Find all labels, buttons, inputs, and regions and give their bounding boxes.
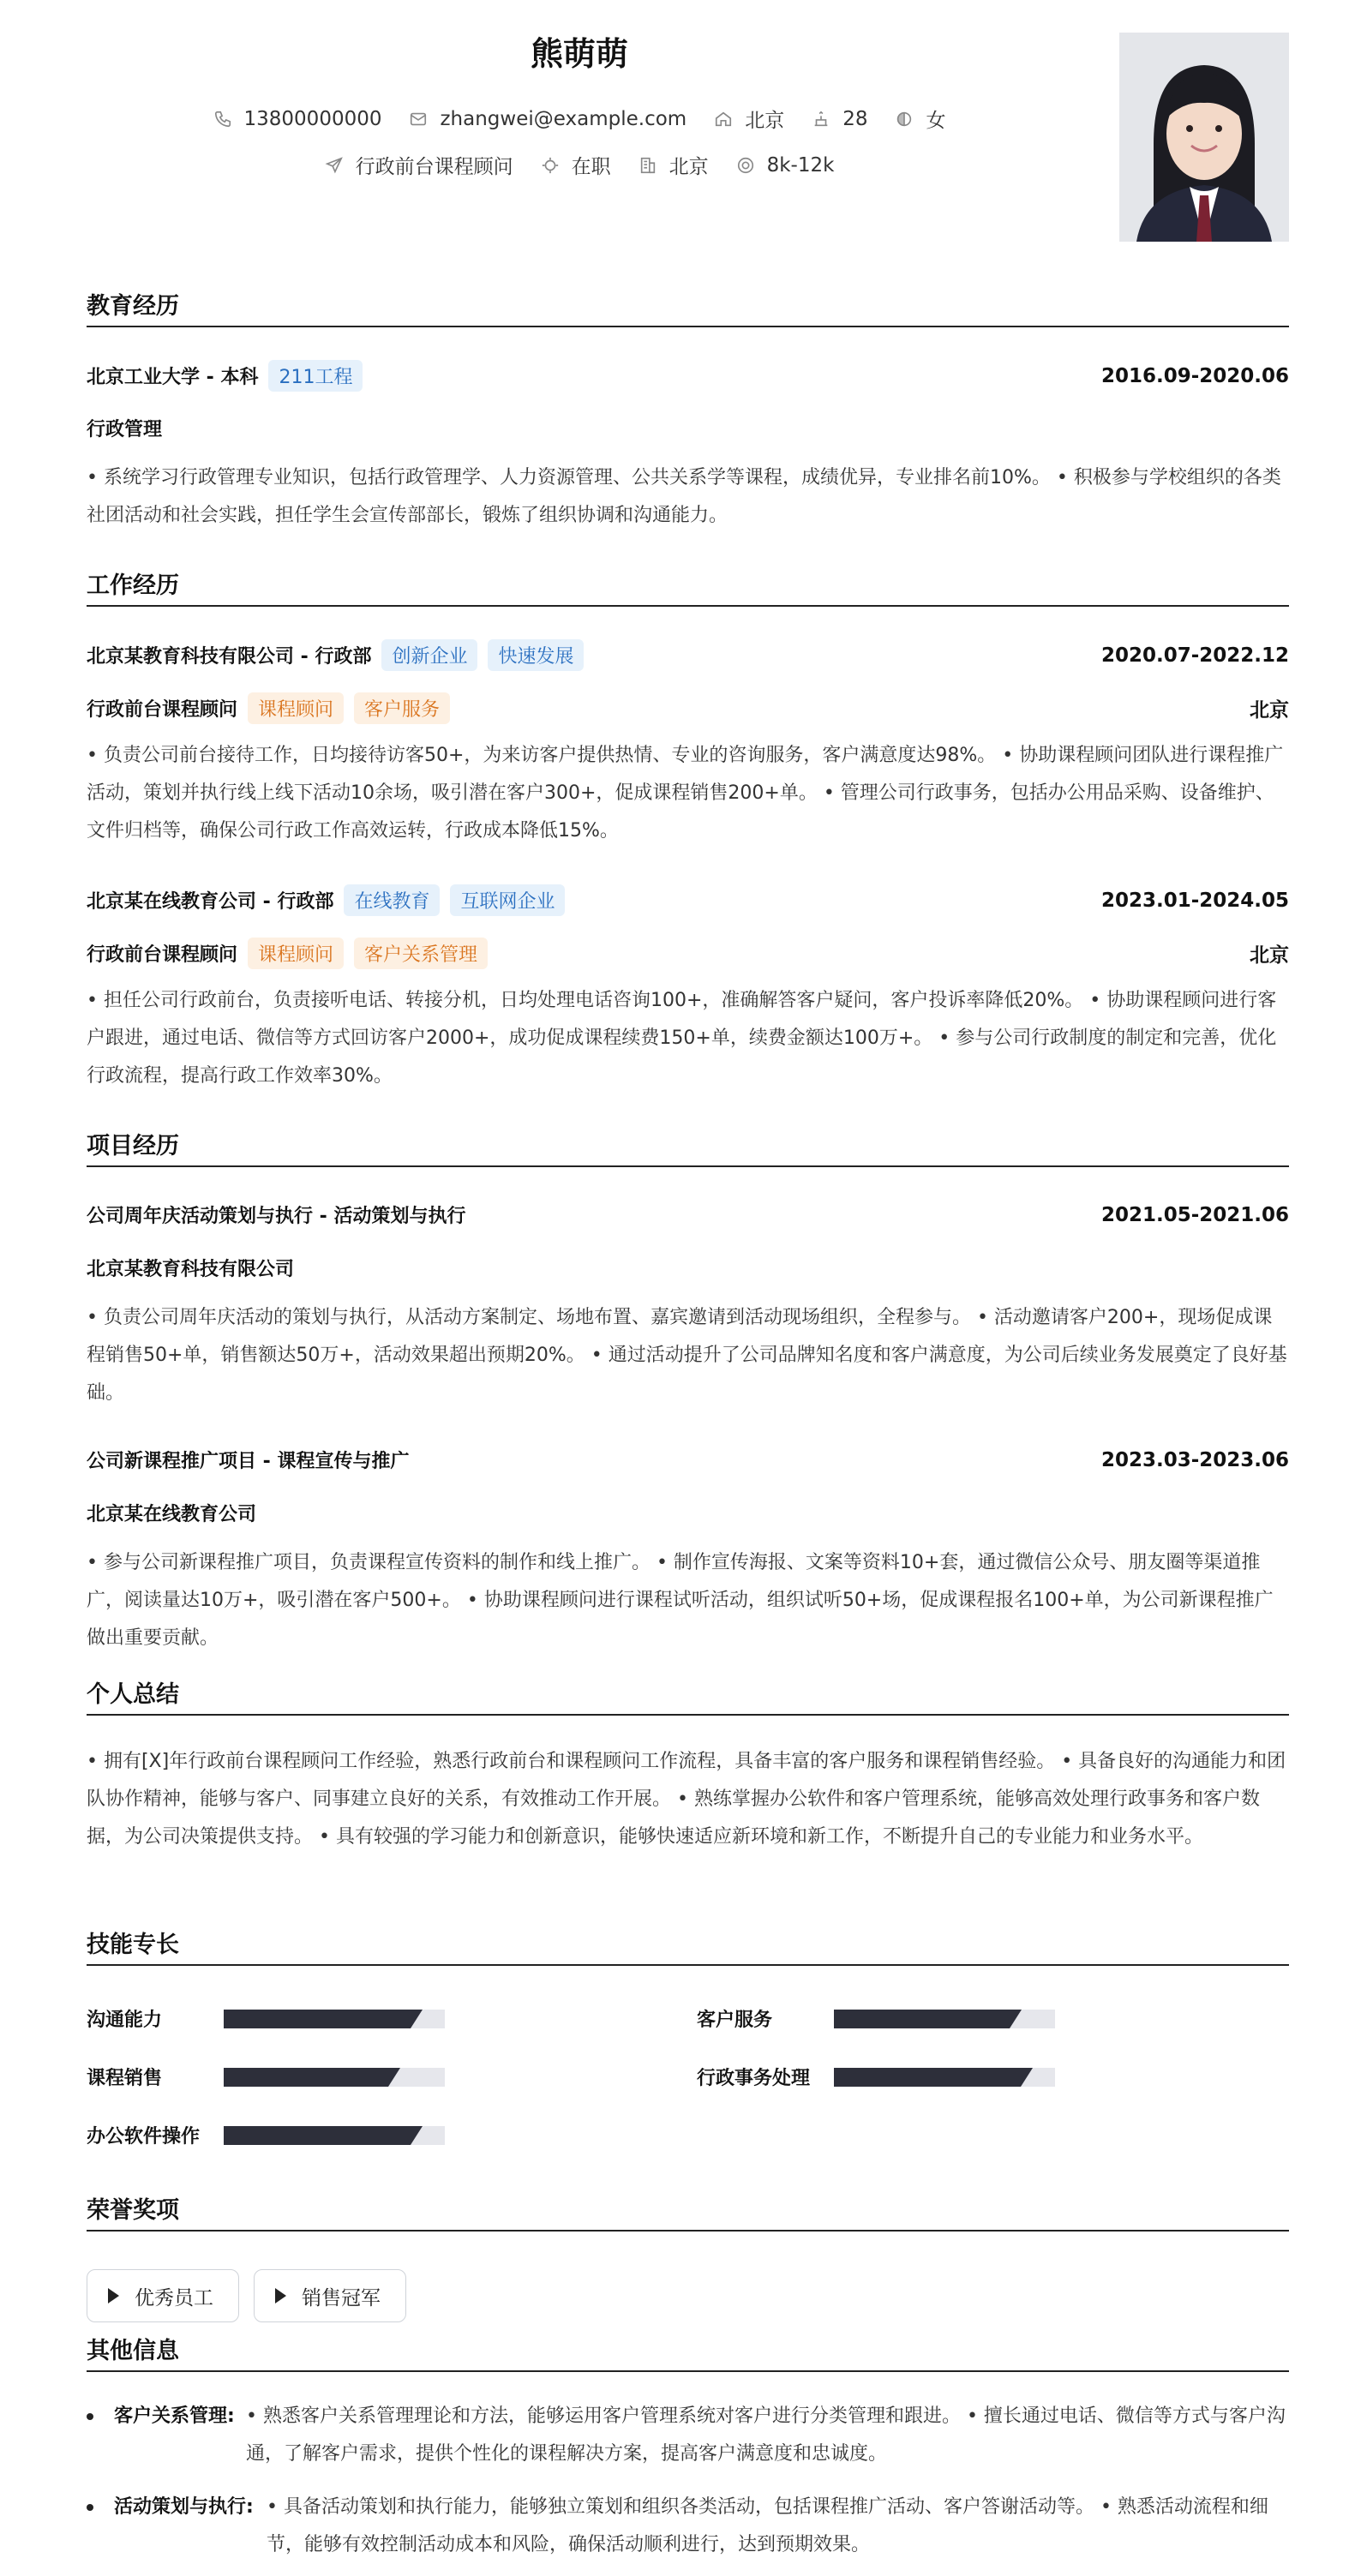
play-icon — [275, 2288, 286, 2303]
company-tag: 在线教育 — [344, 884, 440, 916]
skill-level-bar — [224, 2126, 445, 2145]
email-text: zhangwei@example.com — [440, 107, 687, 130]
award-label: 优秀员工 — [135, 2286, 213, 2309]
project-date: 2021.05-2021.06 — [1100, 1203, 1289, 1226]
skill-item — [87, 2122, 445, 2148]
city-item — [639, 151, 709, 179]
skill-item — [87, 2064, 445, 2090]
send-icon — [325, 156, 344, 175]
award-badge — [254, 2269, 406, 2322]
awards-title: 荣誉奖项 — [87, 2194, 1289, 2232]
company-tag: 互联网企业 — [450, 884, 565, 916]
summary-title: 个人总结 — [87, 1678, 1289, 1716]
contact-row — [87, 105, 1072, 133]
skills-section — [87, 1928, 1289, 1966]
skill-level-bar — [834, 2010, 1055, 2028]
city-text: 北京 — [669, 156, 709, 178]
age-icon — [812, 110, 830, 129]
other-text: • 具备活动策划和执行能力，能够独立策划和组织各类活动，包括课程推广活动、客户答谢活动等。 • 熟悉活动流程和细节，能够有效控制活动成本和风险，确保活动顺利进行，达到预期效果。 — [267, 2496, 1268, 2555]
award-badge — [87, 2269, 239, 2322]
role-tag: 课程顾问 — [248, 692, 344, 724]
project-name: 公司新课程推广项目 - 课程宣传与推广 — [87, 1451, 410, 1472]
bullet-dot — [87, 2413, 93, 2420]
gender-item — [895, 105, 945, 133]
work-role-row — [87, 692, 1289, 724]
skill-item — [697, 2064, 1055, 2090]
status-text: 在职 — [571, 156, 611, 178]
projects-section — [87, 1129, 1289, 1167]
summary-text: • 拥有[X]年行政前台课程顾问工作经验，熟悉行政前台和课程顾问工作流程，具备丰富的客户服务和课程销售经验。 • 具备良好的沟通能力和团队协作精神，能够与客户、同事建立良好的关系，有效推动工作开展。 • 熟练掌握办公软件和客户管理系统，能够高效处理行政事务和客户数据，为公司决策提供支持。 • 具有较强的学习能力和创新意识，能够快速适应新环境和新工作，不断提升自己的专业能力和业务水平。 — [87, 1751, 1286, 1848]
skill-item — [697, 2005, 1055, 2032]
education-date: 2016.09-2020.06 — [1100, 364, 1289, 387]
education-desc: • 系统学习行政管理专业知识，包括行政管理学、人力资源管理、公共关系学等课程，成绩优异，专业排名前10%。 • 积极参与学校组织的各类社团活动和社会实践，担任学生会宣传部部长，锻炼了组织协调和沟通能力。 — [87, 467, 1281, 526]
school-name: 北京工业大学 - 本科 — [87, 367, 259, 388]
salary-text: 8k-12k — [766, 153, 835, 177]
major-row — [87, 415, 1289, 441]
home-icon — [714, 110, 733, 129]
other-section — [87, 2334, 1289, 2372]
project-date: 2023.03-2023.06 — [1100, 1448, 1289, 1471]
other-item — [87, 2398, 1289, 2475]
position-item — [325, 151, 513, 179]
project-company: 北京某在线教育公司 — [87, 1504, 257, 1525]
project-header — [87, 1447, 1289, 1473]
project-company-row — [87, 1255, 1289, 1281]
project-company: 北京某教育科技有限公司 — [87, 1259, 295, 1280]
company-tag: 快速发展 — [488, 639, 584, 671]
project-company-row — [87, 1500, 1289, 1526]
mail-icon — [409, 110, 428, 129]
salary-item — [736, 154, 835, 177]
skill-level-fill — [834, 2068, 1021, 2087]
phone-icon — [213, 110, 232, 129]
other-text: • 熟悉客户关系管理理论和方法，能够运用客户管理系统对客户进行分类管理和跟进。 • 擅长通过电话、微信等方式与客户沟通，了解客户需求，提供个性化的课程解决方案，提高客户满意度和忠诚度。 — [246, 2405, 1286, 2465]
other-label: 客户关系管理: — [114, 2405, 235, 2427]
skill-level-bar — [224, 2068, 445, 2087]
gender-text: 女 — [926, 110, 946, 132]
skill-label: 行政事务处理 — [697, 2068, 811, 2089]
phone-item — [213, 108, 382, 130]
work-date: 2023.01-2024.05 — [1100, 889, 1289, 912]
skill-label: 沟通能力 — [87, 2010, 163, 2031]
award-label: 销售冠军 — [302, 2286, 381, 2309]
skill-label: 客户服务 — [697, 2010, 773, 2031]
play-icon — [108, 2288, 119, 2303]
skill-level-bar — [834, 2068, 1055, 2087]
project-desc: • 负责公司周年庆活动的策划与执行，从活动方案制定、场地布置、嘉宾邀请到活动现场组织，全程参与。 • 活动邀请客户200+，现场促成课程销售50+单，销售额达50万+，活动效果超出预期20%。 • 通过活动提升了公司品牌知名度和客户满意度，为公司后续业务发展奠定了良好基础。 — [87, 1307, 1287, 1404]
skill-item — [87, 2005, 445, 2032]
skill-level-fill — [224, 2068, 388, 2087]
skill-label: 课程销售 — [87, 2068, 163, 2089]
email-item — [409, 108, 686, 130]
summary-section — [87, 1678, 1289, 1716]
other-item — [87, 2489, 1289, 2566]
avatar — [1119, 33, 1289, 242]
building-icon — [639, 156, 657, 175]
hometown-item — [714, 105, 784, 133]
age-text: 28 — [842, 107, 868, 130]
skill-level-bar — [224, 2010, 445, 2028]
skill-level-fill — [834, 2010, 1010, 2028]
age-item — [812, 108, 867, 130]
skill-label: 办公软件操作 — [87, 2126, 201, 2148]
company-tag: 创新企业 — [381, 639, 477, 671]
role-tag: 课程顾问 — [248, 938, 344, 969]
work-city: 北京 — [1250, 944, 1289, 967]
skill-level-fill — [224, 2010, 411, 2028]
job-intent-row — [87, 151, 1072, 179]
candidate-name: 熊萌萌 — [530, 35, 628, 73]
other-label: 活动策划与执行: — [114, 2496, 254, 2518]
project-desc: • 参与公司新课程推广项目，负责课程宣传资料的制作和线上推广。 • 制作宣传海报、文案等资料10+套，通过微信公众号、朋友圈等渠道推广，阅读量达10万+，吸引潜在客户500+。 • 协助课程顾问进行课程试听活动，组织试听50+场，促成课程报名100+单，为公司新课程推广做出重要贡献。 — [87, 1552, 1274, 1649]
bullet-dot — [87, 2504, 93, 2511]
major-name: 行政管理 — [87, 419, 163, 440]
work-item-header — [87, 884, 1289, 916]
hometown-text: 北京 — [745, 110, 785, 132]
work-role: 行政前台课程顾问 — [87, 699, 238, 721]
status-icon — [541, 156, 560, 175]
work-item-header — [87, 639, 1289, 671]
projects-title: 项目经历 — [87, 1129, 1289, 1167]
avatar-photo — [1119, 33, 1289, 242]
project-name: 公司周年庆活动策划与执行 - 活动策划与执行 — [87, 1206, 466, 1227]
work-section — [87, 569, 1289, 607]
skill-level-fill — [224, 2126, 411, 2145]
education-title: 教育经历 — [87, 290, 1289, 327]
role-tag: 客户关系管理 — [354, 938, 488, 969]
awards-section — [87, 2194, 1289, 2232]
work-city: 北京 — [1250, 699, 1289, 722]
education-header-row — [87, 360, 1289, 392]
work-date: 2020.07-2022.12 — [1100, 644, 1289, 667]
work-company: 北京某在线教育公司 - 行政部 — [87, 891, 334, 913]
school-tag: 211工程 — [268, 360, 363, 392]
salary-icon — [736, 156, 755, 175]
education-section — [87, 290, 1289, 327]
project-header — [87, 1201, 1289, 1228]
work-desc: • 担任公司行政前台，负责接听电话、转接分机，日均处理电话咨询100+，准确解答客户疑问，客户投诉率降低20%。 • 协助课程顾问进行客户跟进，通过电话、微信等方式回访客户2000+，成功促成课程续费150+单，续费金额达100万+。 • 参与公司行政制度的制定和完善，优化行政流程，提高行政工作效率30%。 — [87, 990, 1277, 1087]
work-role: 行政前台课程顾问 — [87, 944, 238, 966]
work-role-row — [87, 938, 1289, 969]
role-tag: 客户服务 — [354, 692, 450, 724]
other-title: 其他信息 — [87, 2334, 1289, 2372]
skills-title: 技能专长 — [87, 1928, 1289, 1966]
position-text: 行政前台课程顾问 — [355, 156, 513, 178]
work-desc: • 负责公司前台接待工作，日均接待访客50+，为来访客户提供热情、专业的咨询服务，客户满意度达98%。 • 协助课程顾问团队进行课程推广活动，策划并执行线上线下活动10余场，吸引潜在客户300+，促成课程销售200+单。 • 管理公司行政事务，包括办公用品采购、设备维护、文件归档等，确保公司行政工作高效运转，行政成本降低15%。 — [87, 745, 1284, 842]
status-item — [541, 151, 611, 179]
work-company: 北京某教育科技有限公司 - 行政部 — [87, 646, 372, 668]
phone-text: 13800000000 — [243, 107, 382, 130]
work-title: 工作经历 — [87, 569, 1289, 607]
gender-icon — [895, 110, 914, 129]
